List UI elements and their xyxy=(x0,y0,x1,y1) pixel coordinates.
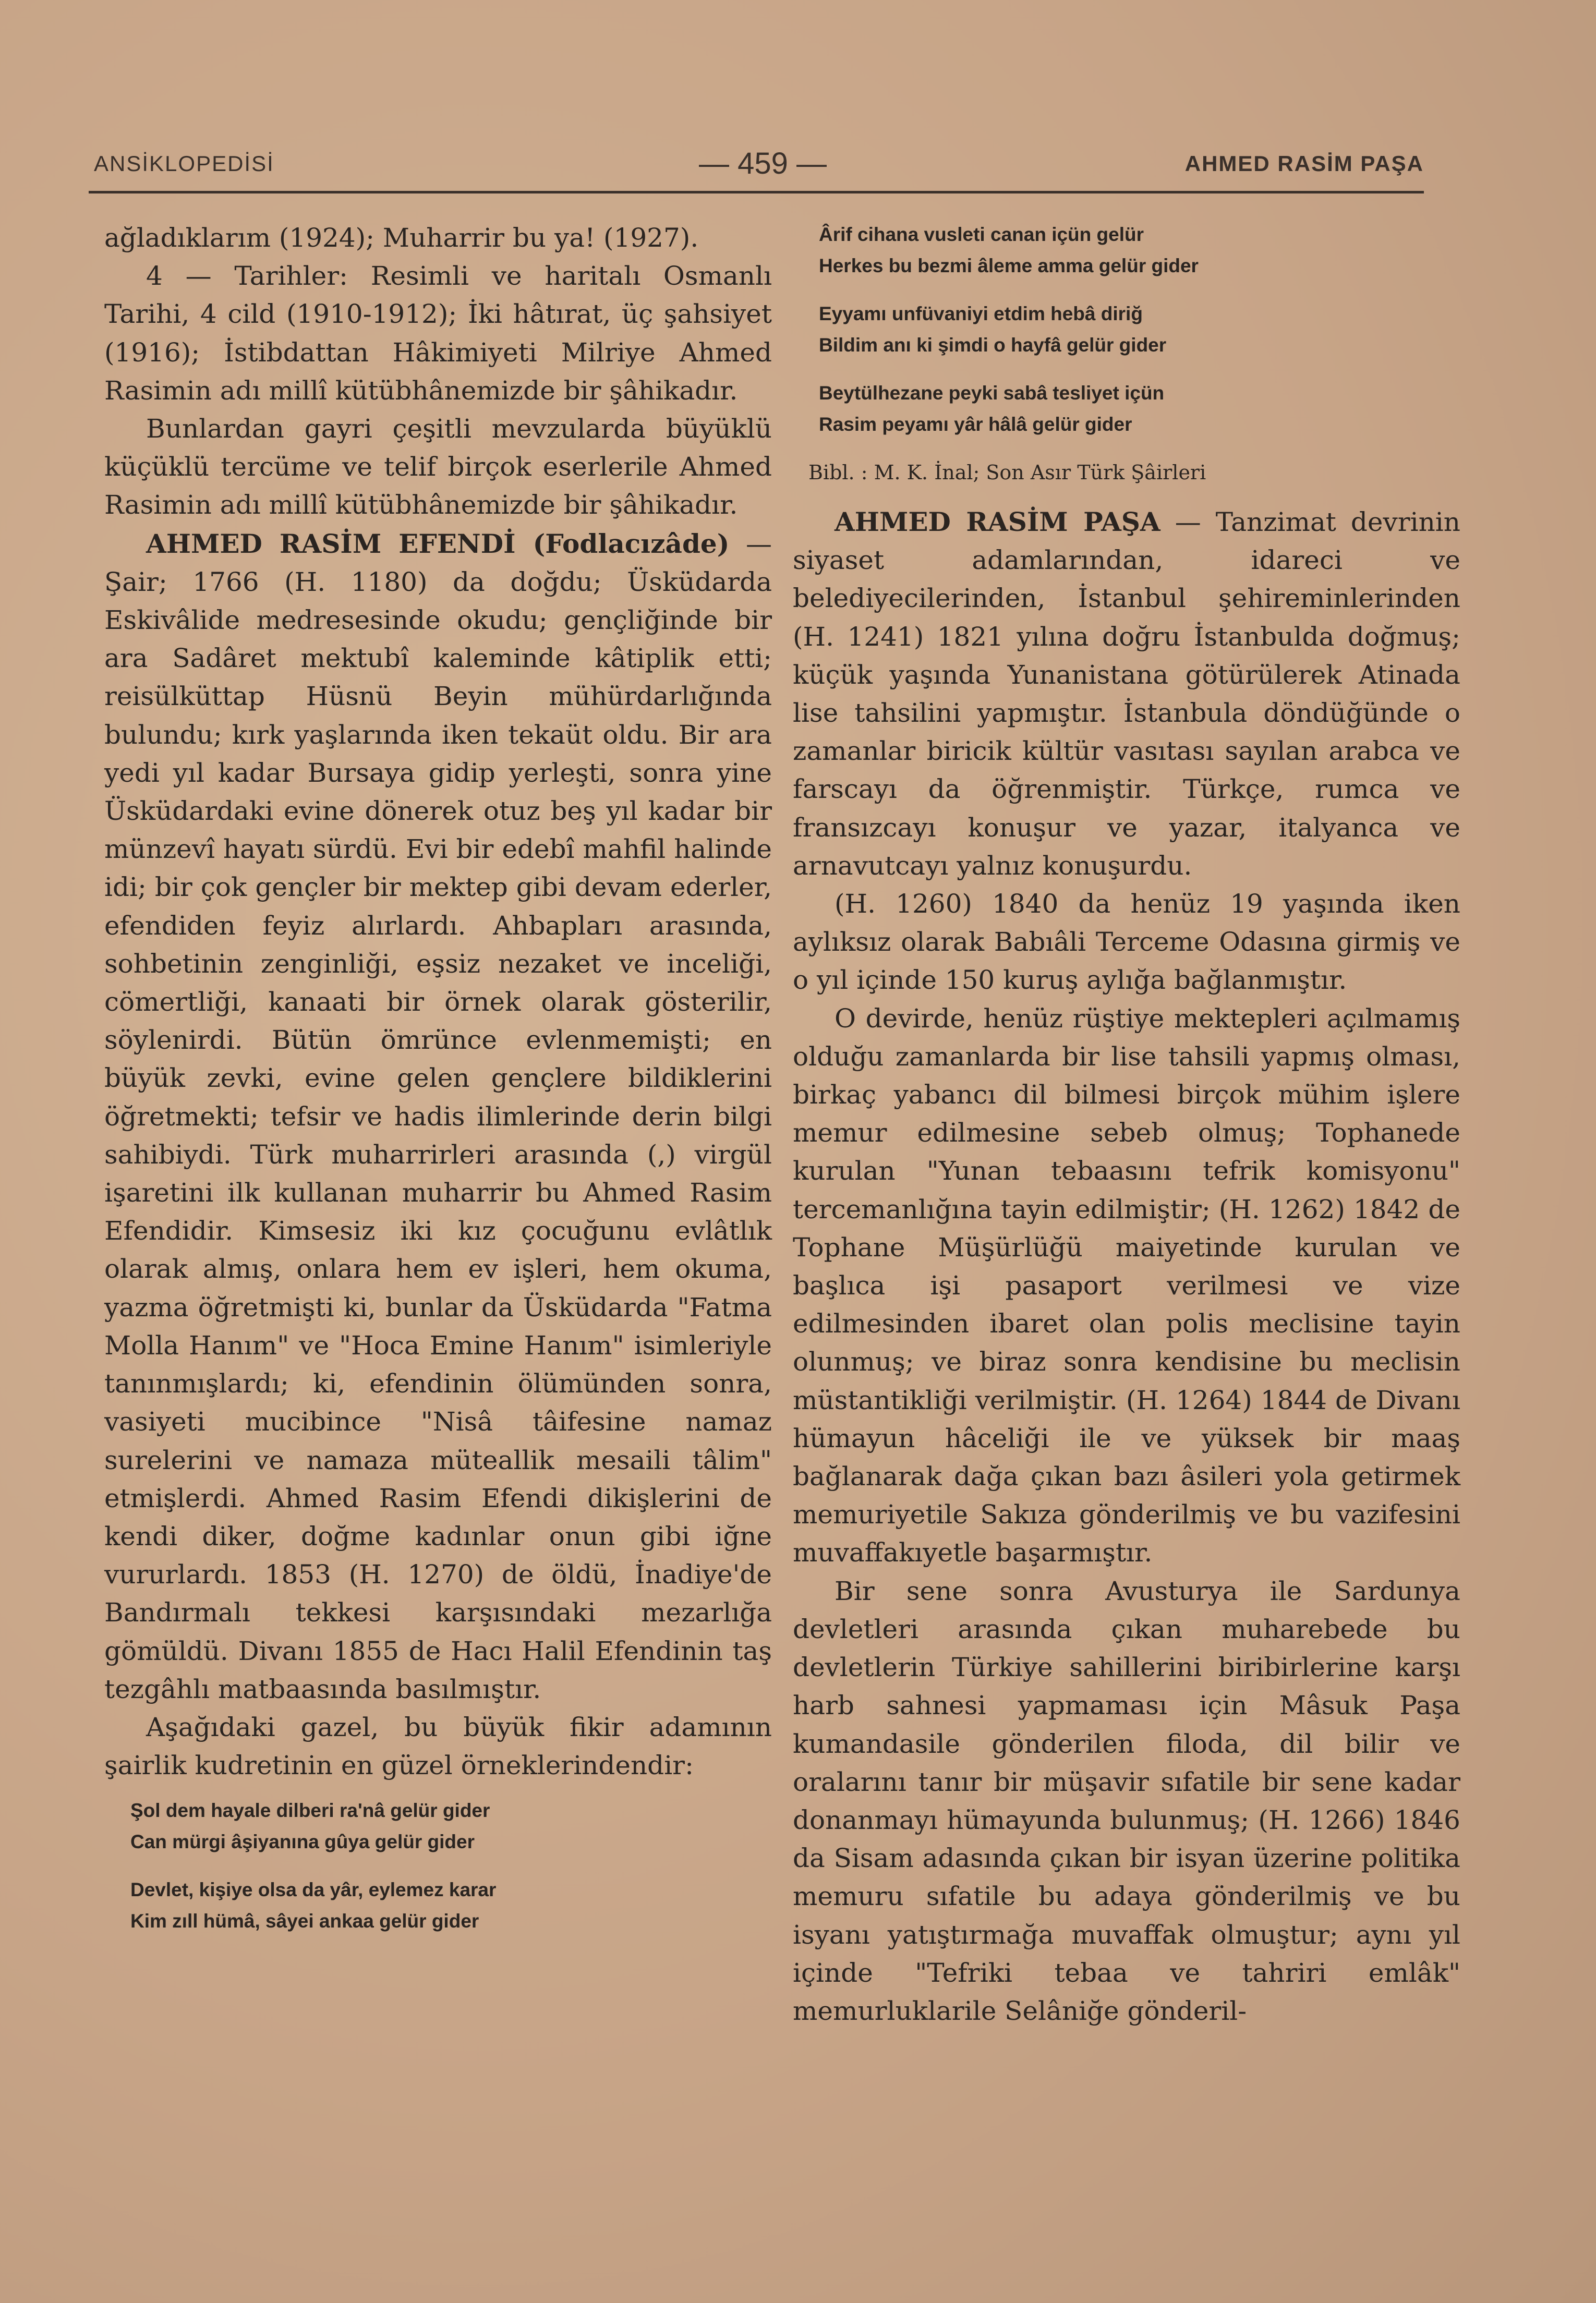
right-paragraph-3: O devirde, henüz rüştiye mektepleri açılmamış olduğu zamanlarda bir lise tahsili yapmış olması, birkaç yabancı dil bilmesi birçok mühim işlere memur edilmesine sebeb olmuş; Tophanede kurulan "Yunan tebaasını tefrik komisyonu" tercemanlığına tayin edilmiştir; (H. 1262) 1842 de Tophane Müşürlüğü maiyetinde kurulan ve başlıca işi pasaport verilmesi ve vize edilmesinden ibaret olan polis meclisine tayin olunmuş; ve biraz sonra kendisine bu meclisin müstantikliği verilmiştir. (H. 1264) 1844 de Divanı hümayun hâceliği ile ve yüksek bir maaş bağlanarak dağa çıkan bazı âsileri yola getirmek memuriyetile Sakıza gönderilmiş ve bu vazifesini muvaffakıyetle başarmıştır. xyxy=(793,1003,1460,1568)
header-rule xyxy=(89,191,1424,193)
bibliography: Bibl. : M. K. İnal; Son Asır Türk Şâirleri xyxy=(808,461,1206,484)
header-left-title: ANSİKLOPEDİSİ xyxy=(94,151,274,176)
right-paragraph-2: (H. 1260) 1840 da henüz 19 yaşında iken aylıksız olarak Babıâli Terceme Odasına girmiş ve o yıl içinde 150 kuruş aylığa bağlanmıştır. xyxy=(793,889,1460,996)
entry-ahmed-rasim-pasa xyxy=(793,503,1460,885)
entry-heading: AHMED RASİM EFENDİ (Fodlacızâde) xyxy=(146,528,730,559)
poem-line: Can mürgi âşiyanına gûya gelür gider xyxy=(130,1831,475,1853)
page-number: — 459 — xyxy=(699,147,827,180)
poem-line: Eyyamı unfüvaniyi etdim hebâ diriğ xyxy=(819,303,1143,324)
left-paragraph-2: 4 — Tarihler: Resimli ve haritalı Osmanlı Tarihi, 4 cild (1910-1912); İki hâtırat, üç şahsiyet (1916); İstibdattan Hâkimiyeti Milriye Ahmed Rasimin adı millî kütübhânemizde bir şâhikadır. xyxy=(104,261,772,406)
left-paragraph-1: ağladıklarım (1924); Muharrir bu ya! (1927). xyxy=(104,223,699,253)
poem-line: Rasim peyamı yâr hâlâ gelür gider xyxy=(819,414,1132,435)
left-paragraph-3: Bunlardan gayri çeşitli mevzularda büyüklü küçüklü tercüme ve telif birçok eserlerile Ahmed Rasimin adı millî kütübhânemizde bir şâhikadır. xyxy=(104,414,772,520)
entry-text: — Şair; 1766 (H. 1180) da doğdu; Üsküdarda Eskivâlide medresesinde okudu; gençliğinde bir ara Sadâret mektubî kaleminde kâtiplik etti; reisülküttap Hüsnü Beyin mühürdarlığında bulundu; kırk yaşlarında iken tekaüt oldu. Bir ara yedi yıl kadar Bursaya gidip yerleşti, sonra yine Üsküdardaki evine dönerek otuz beş yıl kadar bir münzevî hayatı sürdü. Evi bir edebî mahfil halinde idi; bir çok gençler bir mektep gibi devam ederler, efendiden feyiz alırlardı. Ahbapları arasında, sohbetinin zenginliği, eşsiz nezaket ve inceliği, cömertliği, kanaati bir örnek olarak gösterilir, söylenirdi. Bütün ömrünce evlenmemişti; en büyük zevki, evine gelen gençlere bildiklerini öğretmekti; tefsir ve hadis ilimlerinde derin bilgi sahibiydi. Türk muharrirleri arasında (,) virgül işaretini ilk kullanan muharrir bu Ahmed Rasim Efendidir. Kimsesiz iki kız çocuğunu evlâtlık olarak almış, onlara hem ev işleri, hem okuma, yazma öğretmişti ki, bunlar da Üsküdarda "Fatma Molla Hanım" ve "Hoca Emine Hanım" isimleriyle tanınmışlardı; ki, efendinin ölümünden sonra, vasiyeti mucibince "Nisâ tâifesine namaz surelerini ve namaza müteallik mesaili tâlim" etmişlerdi. Ahmed Rasim Efendi dikişlerini de kendi diker, doğme kadınlar onun gibi iğne vururlardı. 1853 (H. 1270) de öldü, İnadiye'de Bandırmalı tekkesi karşısındaki mezarlığa gömüldü. Divanı 1855 de Hacı Halil Efendinin taş tezgâhlı matbaasında basılmıştır. xyxy=(104,528,772,1704)
poem-line: Kim zıll hümâ, sâyei ankaa gelür gider xyxy=(130,1910,479,1932)
poem-line: Devlet, kişiye olsa da yâr, eylemez karar xyxy=(130,1879,497,1901)
left-column xyxy=(104,219,772,1954)
gazel-intro: Aşağıdaki gazel, bu büyük fikir adamının şairlik kudretinin en güzel örneklerindendir: xyxy=(104,1712,772,1781)
poem-line: Ârif cihana vusleti canan içün gelür xyxy=(819,224,1144,245)
right-paragraph-4: Bir sene sonra Avusturya ile Sardunya devletleri arasında çıkan muharebede bu devletlerin Türkiye sahillerini biribirlerine karşı harb sahnesi yapmaması için Mâsuk Paşa kumandasile gönderilen filoda, dil bilir ve oralarını tanır bir müşavir sıfatile bir sene kadar donanmayı hümayunda bulunmuş; (H. 1266) 1846 da Sisam adasında çıkan bir isyan üzerine politika memuru sıfatile bu adaya gönderilmiş ve bu isyanı yatıştırmağa muvaffak olmuştur; aynı yıl içinde "Tefriki tebaa ve tahriri emlâk" memurluklarile Selâniğe gönderil- xyxy=(793,1575,1460,2026)
header-right-title: AHMED RASİM PAŞA xyxy=(1184,151,1424,176)
poem-line: Bildim anı ki şimdi o hayfâ gelür gider xyxy=(819,334,1167,356)
entry-text: — Tanzimat devrinin siyaset adamlarından, idareci ve belediyecilerinden, İstanbul şehireminlerinden (H. 1241) 1821 yılına doğru İstanbulda doğmuş; küçük yaşında Yunanistana götürülerek Atinada lise tahsilini yapmıştır. İstanbula döndüğünde o zamanlar biricik kültür vasıtası sayılan arabca ve farscayı da öğrenmiştir. Türkçe, rumca ve fransızcayı konuşur ve yazar, italyanca ve arnavutcayı yalnız konuşurdu. xyxy=(793,507,1460,881)
entry-ahmed-rasim-efendi xyxy=(104,525,772,1708)
poem-left xyxy=(104,1795,772,1937)
entry-heading: AHMED RASİM PAŞA xyxy=(835,506,1160,537)
poem-line: Beytülhezane peyki sabâ tesliyet içün xyxy=(819,382,1165,404)
page-header xyxy=(89,147,1424,188)
poem-right xyxy=(793,219,1460,440)
poem-line: Şol dem hayale dilberi ra'nâ gelür gider xyxy=(130,1800,490,1822)
right-column xyxy=(793,219,1460,2030)
poem-line: Herkes bu bezmi âleme amma gelür gider xyxy=(819,255,1199,276)
